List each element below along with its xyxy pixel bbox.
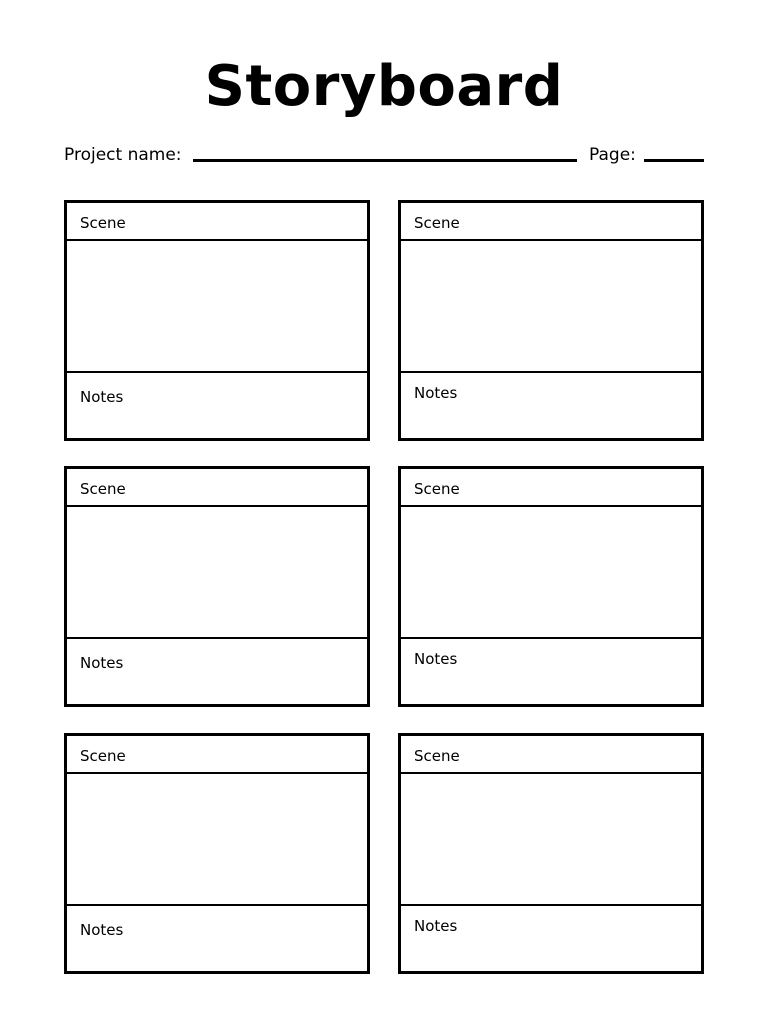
notes-label: Notes — [414, 650, 458, 668]
notes-area[interactable] — [401, 904, 701, 971]
scene-header[interactable] — [67, 203, 367, 241]
sketch-frame[interactable] — [401, 241, 701, 371]
notes-area[interactable] — [401, 637, 701, 704]
project-name-label: Project name: — [64, 145, 182, 165]
notes-label: Notes — [80, 388, 124, 406]
sketch-frame[interactable] — [67, 507, 367, 637]
page-title: Storyboard — [204, 54, 564, 119]
notes-area[interactable] — [67, 371, 367, 438]
sketch-frame[interactable] — [67, 241, 367, 371]
scene-label: Scene — [414, 214, 460, 232]
scene-label: Scene — [414, 747, 460, 765]
scene-header[interactable] — [67, 736, 367, 774]
scene-label: Scene — [80, 747, 126, 765]
storyboard-panel — [64, 466, 370, 707]
page-number-field[interactable] — [644, 159, 704, 162]
scene-label: Scene — [80, 214, 126, 232]
notes-area[interactable] — [67, 904, 367, 971]
sketch-frame[interactable] — [67, 774, 367, 904]
scene-header[interactable] — [401, 736, 701, 774]
meta-row — [64, 143, 704, 167]
scene-header[interactable] — [401, 469, 701, 507]
sketch-frame[interactable] — [401, 507, 701, 637]
notes-label: Notes — [414, 917, 458, 935]
notes-label: Notes — [80, 654, 124, 672]
project-name-field[interactable] — [193, 159, 577, 162]
page-number-label: Page: — [589, 145, 636, 165]
storyboard-panel — [64, 733, 370, 974]
sketch-frame[interactable] — [401, 774, 701, 904]
storyboard-panel — [64, 200, 370, 441]
storyboard-panel — [398, 733, 704, 974]
notes-area[interactable] — [67, 637, 367, 704]
notes-area[interactable] — [401, 371, 701, 438]
notes-label: Notes — [414, 384, 458, 402]
storyboard-panel — [398, 200, 704, 441]
storyboard-panel — [398, 466, 704, 707]
scene-header[interactable] — [67, 469, 367, 507]
scene-label: Scene — [80, 480, 126, 498]
scene-header[interactable] — [401, 203, 701, 241]
notes-label: Notes — [80, 921, 124, 939]
scene-label: Scene — [414, 480, 460, 498]
